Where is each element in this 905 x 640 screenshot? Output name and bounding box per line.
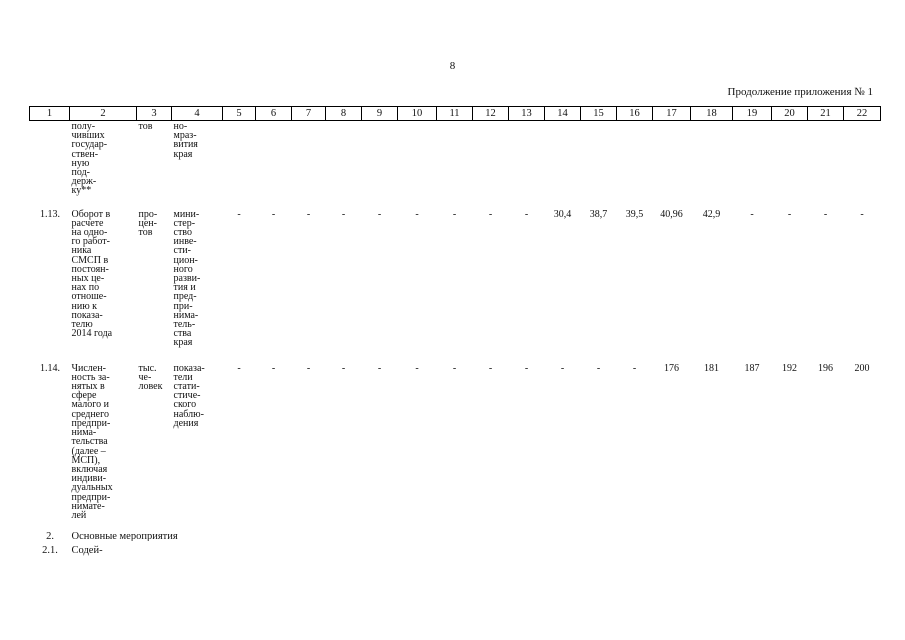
value-cell: - [452,362,457,374]
unit-cell: тыс. че- ловек [138,362,163,393]
value-cell: - [452,208,457,220]
value-cell: - [524,362,529,374]
value-cell: 187 [744,362,760,374]
value-cell [733,121,772,202]
value-cell [437,121,473,202]
indicator-name: Числен- ность за- нятых в сфере малого и среднего предпри- нима- тельства (далее – МСП), включая индиви- дуальных предпри- нимате- лей [71,362,113,521]
value-cell: - [750,208,754,220]
value-cell: - [377,208,382,220]
value-cell: 196 [818,362,833,374]
header-cell: 15 [581,107,617,121]
value-cell [509,121,545,202]
header-cell: 18 [691,107,733,121]
value-cell: - [596,362,601,374]
value-cell: - [306,362,311,374]
value-cell [653,121,691,202]
value-cell [772,121,808,202]
header-cell: 14 [545,107,581,121]
page-number: 8 [449,60,456,72]
value-cell [292,121,326,202]
value-cell [808,121,844,202]
row-number: 1.14. [40,362,60,374]
value-cell: - [341,362,346,374]
data-table [29,106,881,556]
source-cell: но- мраз- вития края [173,121,198,160]
section-row [30,528,881,541]
section-number: 2.1. [42,545,58,556]
continuation-label: Продолжение приложения № 1 [727,86,873,98]
source-cell: показа- тели стати- стиче- ского наблю- дения [173,362,205,429]
header-cell: 11 [437,107,473,121]
value-cell [545,121,581,202]
value-cell: 200 [854,362,870,374]
value-cell: - [237,208,241,220]
header-cell: 17 [653,107,691,121]
value-cell: - [560,362,565,374]
header-cell: 21 [808,107,844,121]
header-cell: 7 [292,107,326,121]
table-row [30,121,881,202]
value-cell: - [823,208,828,220]
value-cell: - [377,362,382,374]
value-cell: 40,96 [660,208,683,220]
value-cell [844,121,881,202]
row-number [30,121,70,202]
unit-cell: тов [138,121,153,132]
section-number: 2. [46,531,54,542]
value-cell [223,121,256,202]
value-cell [362,121,398,202]
value-cell: - [271,362,276,374]
value-cell: - [524,208,529,220]
value-cell: - [488,208,493,220]
header-cell: 12 [473,107,509,121]
header-cell: 8 [326,107,362,121]
value-cell [617,121,653,202]
value-cell: 39,5 [625,208,644,220]
header-cell: 19 [733,107,772,121]
value-cell: - [306,208,311,220]
table-row [30,202,881,356]
header-cell: 2 [70,107,137,121]
value-cell [691,121,733,202]
value-cell: - [415,362,419,374]
value-cell [326,121,362,202]
value-cell: - [415,208,419,220]
header-cell: 5 [223,107,256,121]
value-cell: 181 [704,362,719,374]
value-cell [398,121,437,202]
header-cell: 3 [137,107,172,121]
value-cell: - [341,208,346,220]
value-cell: 38,7 [589,208,608,220]
row-number: 1.13. [40,208,60,220]
header-cell: 9 [362,107,398,121]
value-cell: 42,9 [702,208,721,220]
header-cell: 1 [30,107,70,121]
section-row [30,541,881,555]
header-cell: 16 [617,107,653,121]
indicator-name: Оборот в расчете на одно- го работ- ника СМСП в постоян- ных це- нах по отноше- нию к показа- телю 2014 года [71,208,113,340]
header-cell: 6 [256,107,292,121]
value-cell: 30,4 [553,208,572,220]
header-cell: 20 [772,107,808,121]
value-cell: - [237,362,241,374]
value-cell: - [632,362,637,374]
header-cell: 10 [398,107,437,121]
value-cell: - [787,208,792,220]
value-cell: - [271,208,276,220]
section-title: Основные мероприятия [71,531,178,542]
value-cell: - [488,362,493,374]
section-title: Содей- [71,545,103,556]
value-cell [581,121,617,202]
header-cell: 4 [172,107,223,121]
indicator-name: полу- чивших государ- ствен- ную под- держ- ку** [71,121,108,197]
table-row [30,356,881,528]
header-cell: 13 [509,107,545,121]
header-row [30,107,881,121]
value-cell [473,121,509,202]
unit-cell: про- цен- тов [138,208,158,239]
header-cell: 22 [844,107,881,121]
value-cell: 192 [782,362,797,374]
source-cell: мини- стер- ство инве- сти- цион- ного разви- тия и пред- при- нима- тель- ства края [173,208,201,349]
value-cell [256,121,292,202]
value-cell: - [860,208,864,220]
value-cell: 176 [664,362,679,374]
